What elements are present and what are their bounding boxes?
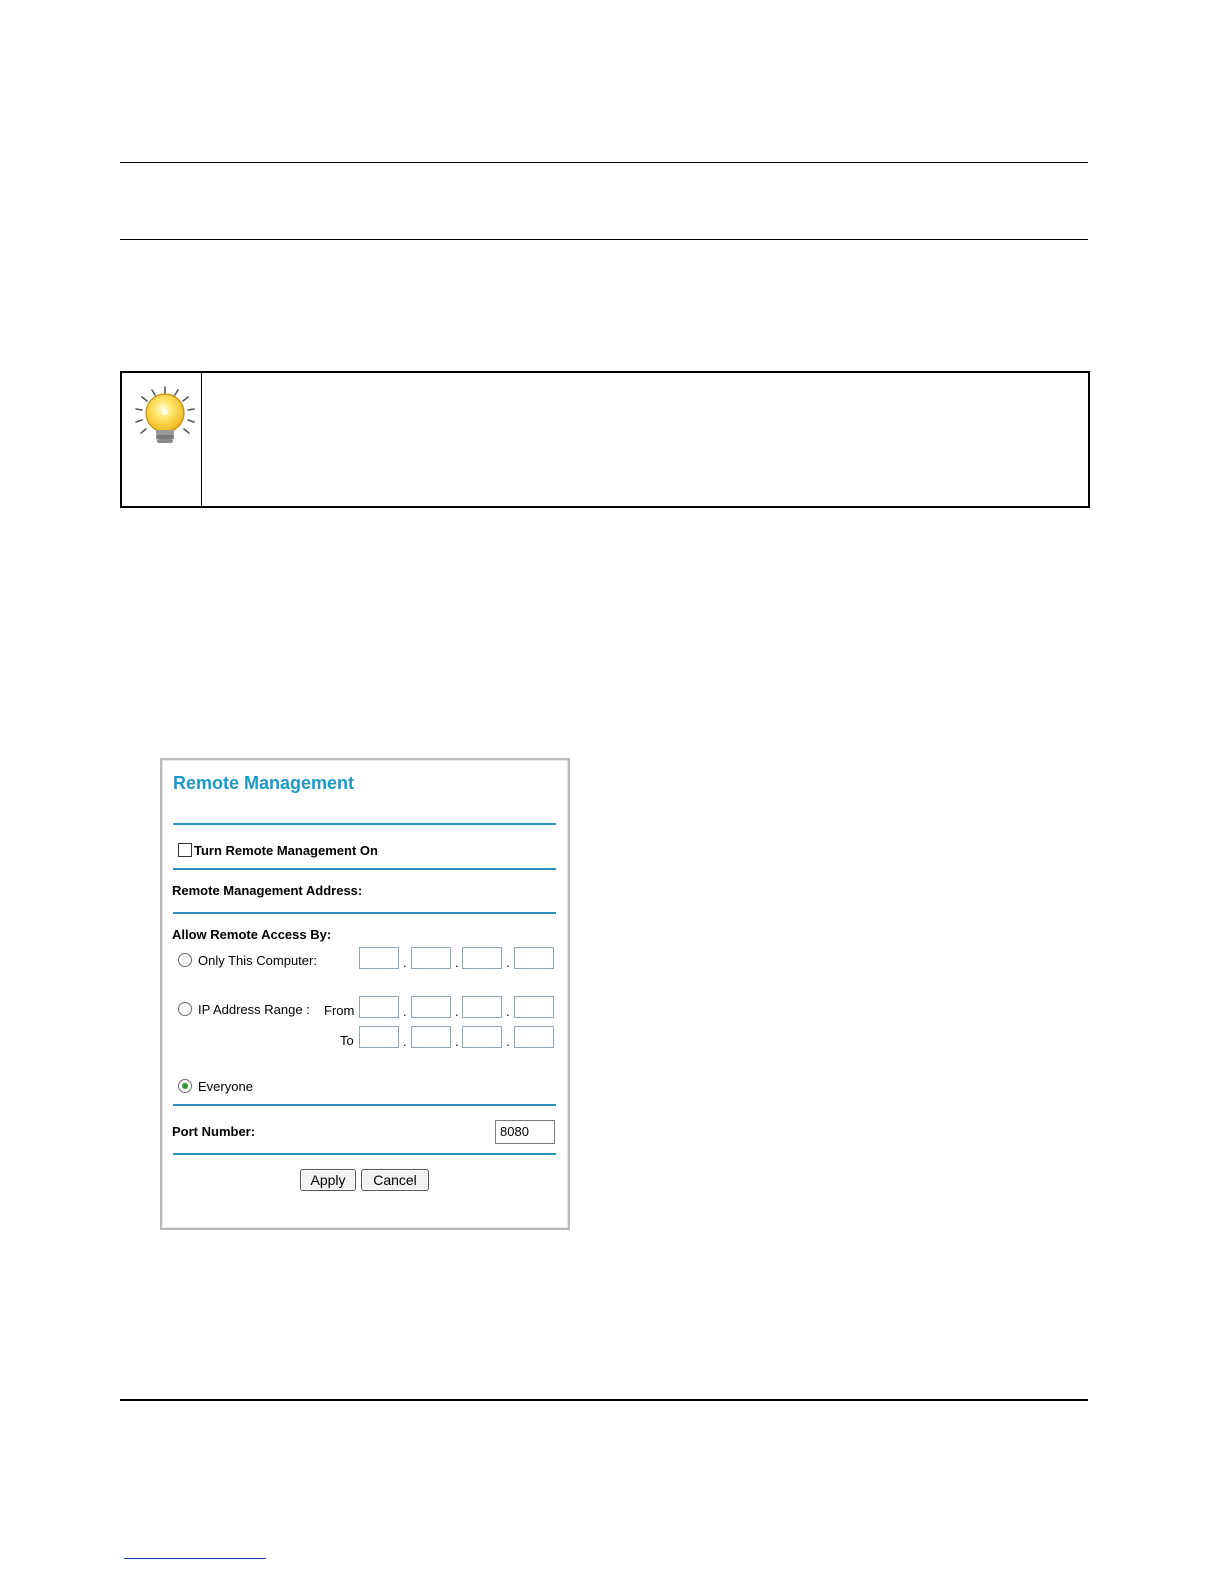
ip-dot: . bbox=[455, 955, 459, 970]
only-ip-octet-3[interactable] bbox=[462, 947, 502, 969]
ip-dot: . bbox=[455, 1004, 459, 1019]
port-label: Port Number: bbox=[172, 1124, 256, 1139]
address-label: Remote Management Address: bbox=[172, 883, 363, 898]
ip-dot: . bbox=[403, 1034, 407, 1049]
section-rule bbox=[173, 912, 556, 914]
section-rule bbox=[173, 1104, 556, 1106]
to-ip-octet-2[interactable] bbox=[411, 1026, 451, 1048]
footer-link-underline[interactable] bbox=[124, 1558, 266, 1559]
section-rule bbox=[173, 1153, 556, 1155]
from-ip-octet-4[interactable] bbox=[514, 996, 554, 1018]
radio-ip-range[interactable] bbox=[178, 1002, 192, 1016]
section-rule bbox=[173, 868, 556, 870]
only-ip-octet-4[interactable] bbox=[514, 947, 554, 969]
only-ip-octet-2[interactable] bbox=[411, 947, 451, 969]
to-ip-octet-3[interactable] bbox=[462, 1026, 502, 1048]
ip-dot: . bbox=[506, 955, 510, 970]
panel-title: Remote Management bbox=[173, 773, 355, 793]
header-rule-bottom bbox=[120, 239, 1088, 240]
ip-dot: . bbox=[455, 1034, 459, 1049]
footer-rule bbox=[120, 1399, 1088, 1401]
section-rule bbox=[173, 823, 556, 825]
port-number-input[interactable]: 8080 bbox=[495, 1120, 555, 1144]
to-ip-octet-4[interactable] bbox=[514, 1026, 554, 1048]
to-ip-octet-1[interactable] bbox=[359, 1026, 399, 1048]
turn-on-label: Turn Remote Management On bbox=[194, 843, 378, 858]
ip-dot: . bbox=[506, 1034, 510, 1049]
turn-on-checkbox[interactable] bbox=[178, 843, 192, 857]
ip-dot: . bbox=[403, 1004, 407, 1019]
to-label: To bbox=[340, 1033, 354, 1048]
cancel-button[interactable]: Cancel bbox=[361, 1169, 429, 1191]
radio-everyone[interactable] bbox=[178, 1079, 192, 1093]
ip-dot: . bbox=[506, 1004, 510, 1019]
lightbulb-icon bbox=[132, 385, 198, 451]
ip-range-label: IP Address Range : bbox=[198, 1002, 310, 1017]
only-ip-octet-1[interactable] bbox=[359, 947, 399, 969]
apply-button[interactable]: Apply bbox=[300, 1169, 356, 1191]
from-ip-octet-2[interactable] bbox=[411, 996, 451, 1018]
radio-only-this-computer[interactable] bbox=[178, 953, 192, 967]
only-this-label: Only This Computer: bbox=[198, 953, 317, 968]
ip-dot: . bbox=[403, 955, 407, 970]
from-ip-octet-3[interactable] bbox=[462, 996, 502, 1018]
remote-management-panel bbox=[160, 758, 570, 1230]
from-ip-octet-1[interactable] bbox=[359, 996, 399, 1018]
header-rule-top bbox=[120, 162, 1088, 163]
everyone-label: Everyone bbox=[198, 1079, 253, 1094]
access-label: Allow Remote Access By: bbox=[172, 927, 332, 942]
tip-box bbox=[120, 371, 1090, 508]
from-label: From bbox=[324, 1003, 355, 1018]
tip-divider bbox=[201, 373, 202, 506]
